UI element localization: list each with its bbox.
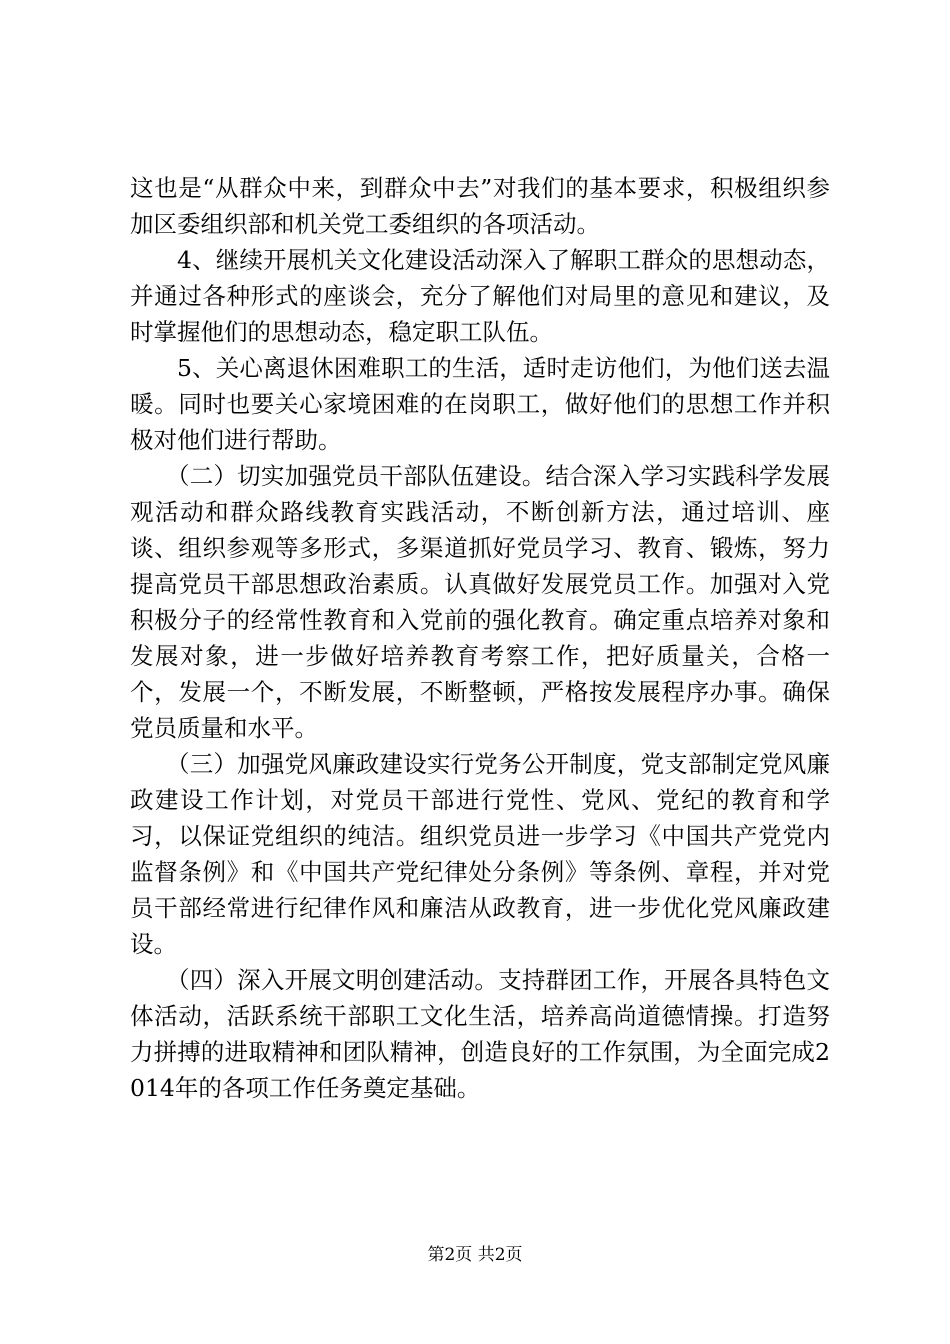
paragraph-section-3: （三）加强党风廉政建设实行党务公开制度，党支部制定党风廉政建设工作计划，对党员干部进行党性、党风、党纪的教育和学习，以保证党组织的纯洁。组织党员进一步学习《中国共产党党内监督条例》和《中国共产党纪律处分条例》等条例、章程，并对党员干部经常进行纪律作风和廉洁从政教育，进一步优化党风廉政建设。 [130, 750, 830, 958]
page-number-footer: 第2页 共2页 [427, 1245, 523, 1265]
paragraph-item-5: 5、关心离退休困难职工的生活，适时走访他们，为他们送去温暖。同时也要关心家境困难的在岗职工，做好他们的思想工作并积极对他们进行帮助。 [130, 354, 830, 454]
paragraph-section-2: （二）切实加强党员干部队伍建设。结合深入学习实践科学发展观活动和群众路线教育实践活动，不断创新方法，通过培训、座谈、组织参观等多形式，多渠道抓好党员学习、教育、锻炼，努力提高党员干部思想政治素质。认真做好发展党员工作。加强对入党积极分子的经常性教育和入党前的强化教育。确定重点培养对象和发展对象，进一步做好培养教育考察工作，把好质量关，合格一个，发展一个，不断发展，不断整顿，严格按发展程序办事。确保党员质量和水平。 [130, 462, 830, 742]
document-body [130, 170, 830, 1106]
paragraph-section-4: （四）深入开展文明创建活动。支持群团工作，开展各具特色文体活动，活跃系统干部职工文化生活，培养高尚道德情操。打造努力拼搏的进取精神和团队精神，创造良好的工作氛围，为全面完成2014年的各项工作任务奠定基础。 [130, 966, 830, 1102]
paragraph-item-4: 4、继续开展机关文化建设活动深入了解职工群众的思想动态，并通过各种形式的座谈会，充分了解他们对局里的意见和建议，及时掌握他们的思想动态，稳定职工队伍。 [130, 246, 830, 346]
paragraph-continuation: 这也是“从群众中来，到群众中去”对我们的基本要求，积极组织参加区委组织部和机关党工委组织的各项活动。 [130, 174, 830, 238]
